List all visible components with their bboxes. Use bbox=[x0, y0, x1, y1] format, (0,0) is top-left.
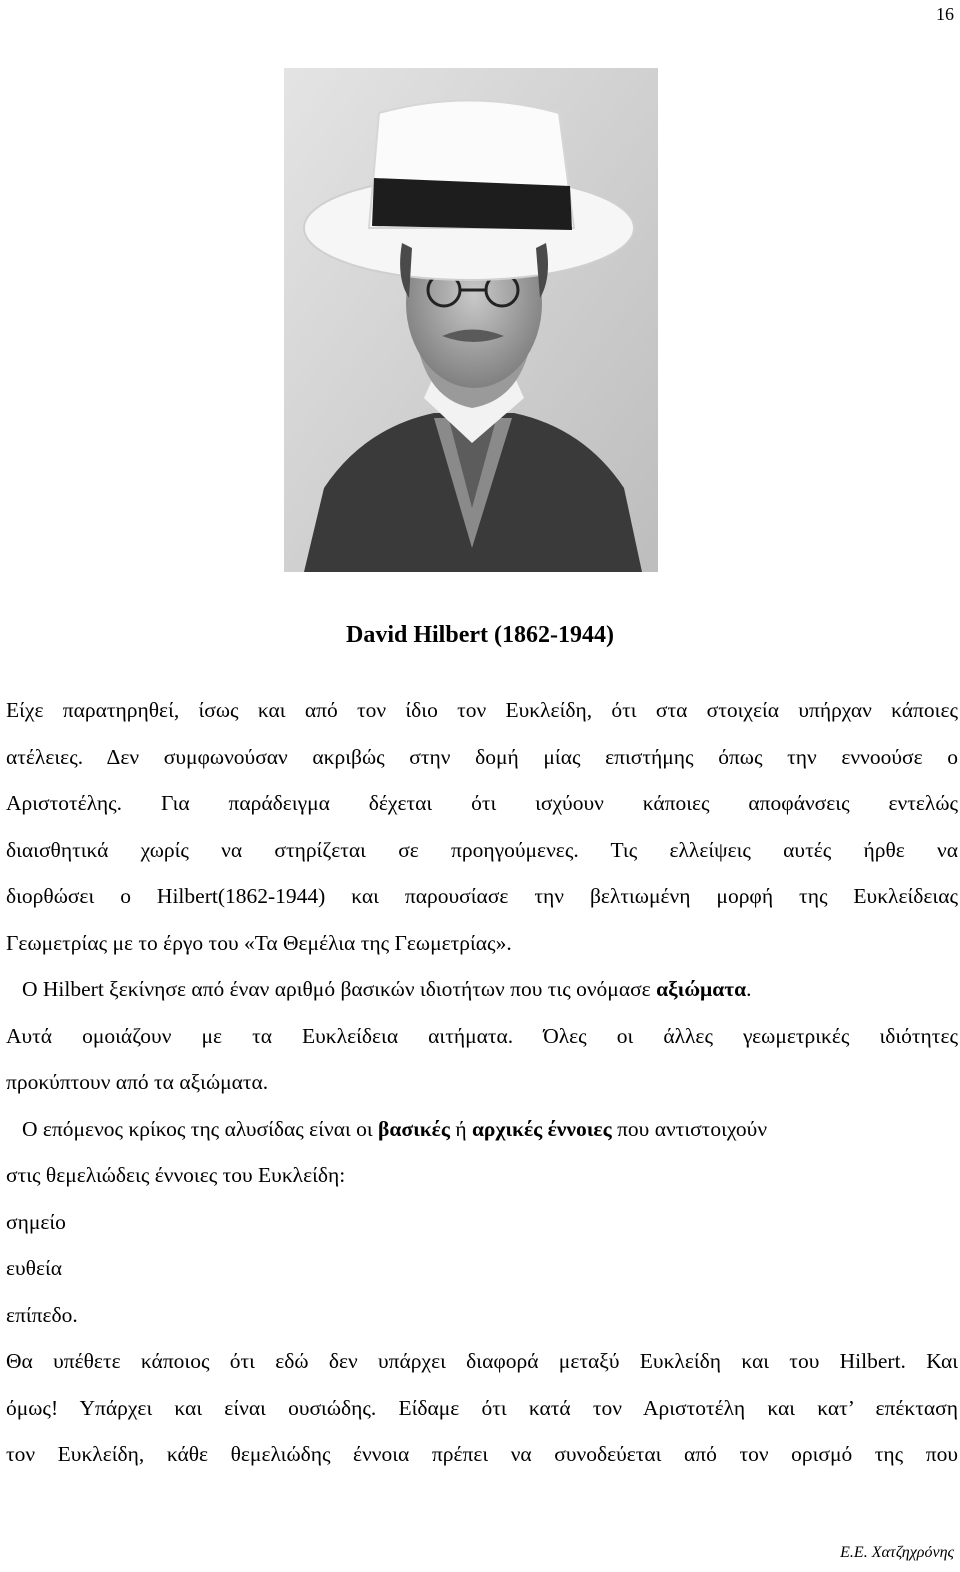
text-line: διαισθητικά χωρίς να στηρίζεται σε προηγούμενες. Τις ελλείψεις αυτές ήρθε να bbox=[6, 837, 958, 862]
text-line: διορθώσει ο Hilbert(1862-1944) και παρουσίασε την βελτιωμένη μορφή της Ευκλείδειας bbox=[6, 884, 958, 908]
list-item: σημείο bbox=[6, 1209, 66, 1234]
text-line: προκύπτουν από τα αξιώματα. bbox=[6, 1070, 269, 1094]
text-line: στις θεμελιώδεις έννοιες του Ευκλείδη: bbox=[6, 1163, 346, 1187]
footer-author: Ε.Ε. Χατζηχρόνης bbox=[840, 1544, 954, 1561]
bold-term: αρχικές έννοιες bbox=[471, 1116, 612, 1141]
portrait-photo bbox=[284, 68, 658, 572]
text-line: τον Ευκλείδη, κάθε θεμελιώδης έννοια πρέπει να συνοδεύεται από τον ορισμό της που bbox=[6, 1442, 958, 1466]
figure-caption: David Hilbert (1862-1944) bbox=[346, 622, 614, 648]
bold-term: αξιώματα bbox=[656, 977, 747, 1001]
bold-term: βασικές bbox=[378, 1116, 450, 1141]
text-line: Αριστοτέλης. Για παράδειγμα δέχεται ότι ισχύουν κάποιες αποφάνσεις εντελώς bbox=[6, 791, 958, 815]
text-line: Είχε παρατηρηθεί, ίσως και από τον ίδιο τον Ευκλείδη, ότι στα στοιχεία υπήρχαν κάποιες bbox=[6, 698, 958, 722]
text-line: Ο Hilbert ξεκίνησε από έναν αριθμό βασικών ιδιοτήτων που τις ονόμασε αξιώματα. bbox=[22, 977, 752, 1001]
text-line: όμως! Υπάρχει και είναι ουσιώδης. Είδαμε ότι κατά τον Αριστοτέλη και κατ’ επέκταση bbox=[6, 1395, 958, 1420]
text-line: Αυτά ομοιάζουν με τα Ευκλείδεια αιτήματα. Όλες οι άλλες γεωμετρικές ιδιότητες bbox=[6, 1023, 958, 1048]
list-item: ευθεία bbox=[6, 1256, 63, 1280]
text-line: Ο επόμενος κρίκος της αλυσίδας είναι οι βασικές ή αρχικές έννοιες που αντιστοιχούν bbox=[22, 1116, 768, 1141]
text-line: ατέλειες. Δεν συμφωνούσαν ακριβώς στην δομή μίας επιστήμης όπως την εννοούσε ο bbox=[6, 744, 958, 769]
list-item: επίπεδο. bbox=[6, 1302, 78, 1327]
page-number: 16 bbox=[936, 4, 954, 24]
body-text bbox=[6, 687, 958, 1478]
text-line: Γεωμετρίας με το έργο του «Τα Θεμέλια της Γεωμετρίας». bbox=[6, 930, 512, 955]
text-line: Θα υπέθετε κάποιος ότι εδώ δεν υπάρχει διαφορά μεταξύ Ευκλείδη και του Hilbert. Και bbox=[6, 1349, 958, 1373]
